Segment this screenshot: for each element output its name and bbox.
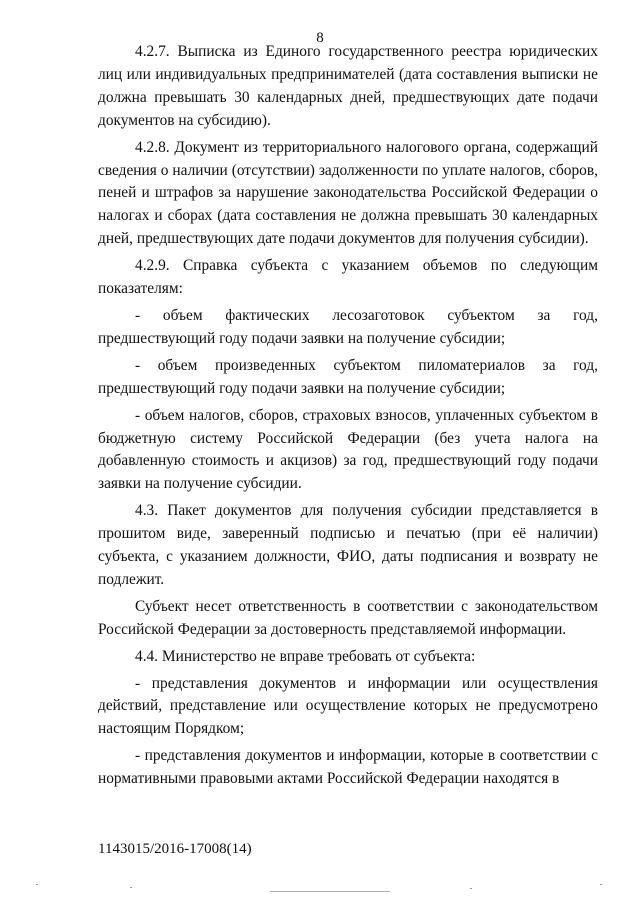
list-item-documents-not-required: - представления документов и информации или осуществления действий, представление или осуществление которых не предусмотрено настоящим Порядком;	[98, 674, 598, 738]
paragraph-4-2-9: 4.2.9. Справка субъекта с указанием объемов по следующим показателям:	[98, 257, 598, 298]
document-body	[98, 41, 598, 791]
list-item-logging-volume: - объем фактических лесозаготовок субъектом за год, предшествующий году подачи заявки на получение субсидии;	[98, 306, 598, 347]
paragraph-4-2-8: 4.2.8. Документ из территориального налогового органа, содержащий сведения о наличии (отсутствии) задолженности по уплате налогов, сборов, пеней и штрафов за нарушение законодательства Российской Федерации о налогах и сборах (дата составления не должна превышать 30 календарных дней, предшествующих дате подачи документов для получения субсидии).	[98, 138, 598, 248]
document-code: 1143015/2016-17008(14)	[98, 841, 252, 857]
list-item-lumber-volume: - объем произведенных субъектом пиломатериалов за год, предшествующий году подачи заявки на получение субсидии;	[98, 356, 598, 397]
paragraph-4-3: 4.3. Пакет документов для получения субсидии представляется в прошитом виде, заверенный подписью и печатью (при её наличии) субъекта, с указанием должности, ФИО, даты подписания и возврату не подлежит.	[98, 502, 598, 588]
scan-artifact-dot	[470, 888, 472, 889]
list-item-documents-held: - представления документов и информации, которые в соответствии с нормативными правовыми актами Российской Федерации находятся в	[98, 747, 598, 788]
paragraph-4-2-7: 4.2.7. Выписка из Единого государственного реестра юридических лиц или индивидуальных предпринимателей (дата составления выписки не должна превышать 30 календарных дней, предшествующих дате подачи документов на субсидию).	[98, 43, 598, 129]
scan-artifact-line	[270, 891, 390, 892]
scan-artifact-dot	[130, 887, 132, 888]
scan-artifact-dot	[36, 884, 38, 885]
list-item-taxes-volume: - объем налогов, сборов, страховых взносов, уплаченных субъектом в бюджетную систему Российской Федерации (без учета налога на добавленную стоимость и акцизов) за год, предшествующий году подачи заявки на получение субсидии.	[98, 406, 598, 493]
paragraph-responsibility: Субъект несет ответственность в соответствии с законодательством Российской Федерации за достоверность представляемой информации.	[98, 597, 598, 638]
page-number: 8	[316, 30, 324, 46]
paragraph-4-4: 4.4. Министерство не вправе требовать от субъекта:	[135, 647, 476, 665]
scan-artifact-dot	[600, 884, 602, 885]
